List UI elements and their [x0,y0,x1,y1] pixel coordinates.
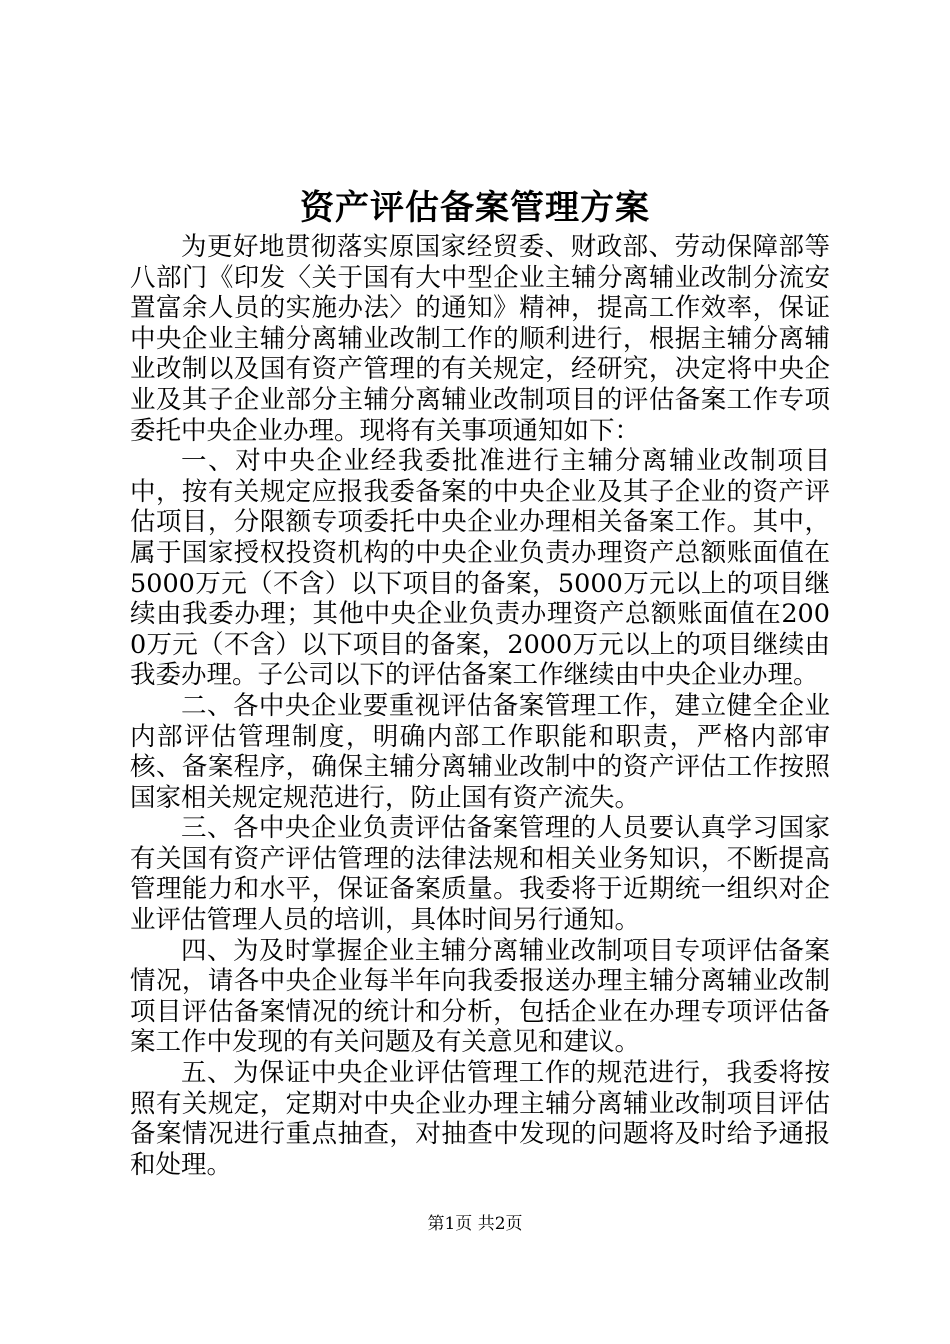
paragraph-item-3: 三、各中央企业负责评估备案管理的人员要认真学习国家有关国有资产评估管理的法律法规和相关业务知识，不断提高管理能力和水平，保证备案质量。我委将于近期统一组织对企业评估管理人员的培训，具体时间另行通知。 [130,813,830,936]
paragraph-item-5: 五、为保证中央企业评估管理工作的规范进行，我委将按照有关规定，定期对中央企业办理主辅分离辅业改制项目评估备案情况进行重点抽查，对抽查中发现的问题将及时给予通报和处理。 [130,1058,830,1180]
paragraph-intro: 为更好地贯彻落实原国家经贸委、财政部、劳动保障部等八部门《印发〈关于国有大中型企业主辅分离辅业改制分流安置富余人员的实施办法〉的通知》精神，提高工作效率，保证中央企业主辅分离辅业改制工作的顺利进行，根据主辅分离辅业改制以及国有资产管理的有关规定，经研究，决定将中央企业及其子企业部分主辅分离辅业改制项目的评估备案工作专项委托中央企业办理。现将有关事项通知如下： [130,232,830,446]
page-number-footer: 第1页 共2页 [427,1214,523,1234]
document-title: 资产评估备案管理方案 [300,188,650,228]
paragraph-item-2: 二、各中央企业要重视评估备案管理工作，建立健全企业内部评估管理制度，明确内部工作职能和职责，严格内部审核、备案程序，确保主辅分离辅业改制中的资产评估工作按照国家相关规定规范进行，防止国有资产流失。 [130,690,830,813]
paragraph-item-4: 四、为及时掌握企业主辅分离辅业改制项目专项评估备案情况，请各中央企业每半年向我委报送办理主辅分离辅业改制项目评估备案情况的统计和分析，包括企业在办理专项评估备案工作中发现的有关问题及有关意见和建议。 [130,935,830,1058]
document-body [130,232,830,1180]
paragraph-item-1: 一、对中央企业经我委批准进行主辅分离辅业改制项目中，按有关规定应报我委备案的中央企业及其子企业的资产评估项目，分限额专项委托中央企业办理相关备案工作。其中，属于国家授权投资机构的中央企业负责办理资产总额账面值在5000万元（不含）以下项目的备案，5000万元以上的项目继续由我委办理；其他中央企业负责办理资产总额账面值在2000万元（不含）以下项目的备案，2000万元以上的项目继续由我委办理。子公司以下的评估备案工作继续由中央企业办理。 [130,446,830,691]
